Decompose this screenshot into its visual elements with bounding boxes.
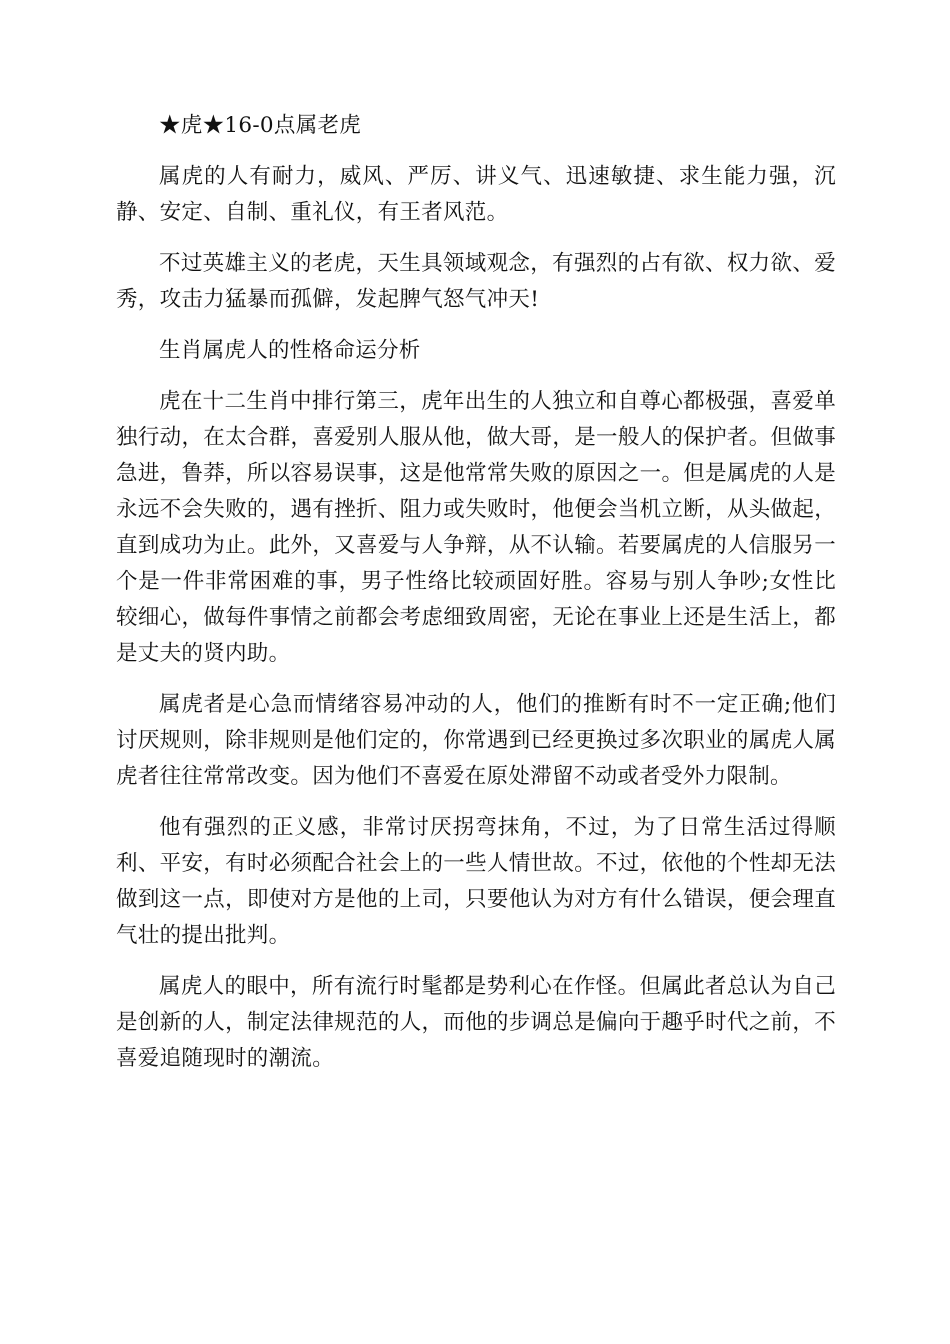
paragraph-traits: 属虎的人有耐力，威风、严厉、讲义气、迅速敏捷、求生能力强，沉静、安定、自制、重礼仪，有王者风范。: [116, 164, 836, 225]
section-title-analysis: 生肖属虎人的性格命运分析: [159, 338, 421, 363]
paragraph-justice: 他有强烈的正义感，非常讨厌拐弯抹角，不过，为了日常生活过得顺利、平安，有时必须配合社会上的一些人情世故。不过，依他的个性却无法做到这一点，即使对方是他的上司，只要他认为对方有什么错误，便会理直气壮的提出批判。: [116, 815, 836, 948]
paragraph-impulsive: 属虎者是心急而情绪容易冲动的人，他们的推断有时不一定正确;他们讨厌规则，除非规则是他们定的，你常遇到已经更换过多次职业的属虎人属虎者往往常常改变。因为他们不喜爱在原处滞留不动或者受外力限制。: [116, 692, 836, 789]
paragraph-heroism: 不过英雄主义的老虎，天生具领域观念，有强烈的占有欲、权力欲、爱秀，攻击力猛暴而孤僻，发起脾气怒气冲天!: [116, 251, 836, 312]
section-title-tiger: ★虎★16-0点属老虎: [159, 113, 362, 138]
paragraph-fashion: 属虎人的眼中，所有流行时髦都是势利心在作怪。但属此者总认为自己是创新的人，制定法律规范的人，而他的步调总是偏向于趣乎时代之前，不喜爱追随现时的潮流。: [116, 974, 836, 1071]
document-body: [116, 108, 836, 1092]
paragraph-ranking: 虎在十二生肖中排行第三，虎年出生的人独立和自尊心都极强，喜爱单独行动，在太合群，喜爱别人服从他，做大哥，是一般人的保护者。但做事急进，鲁莽，所以容易误事，这是他常常失败的原因之一。但是属虎的人是永远不会失败的，遇有挫折、阻力或失败时，他便会当机立断，从头做起，直到成功为止。此外，又喜爱与人争辩，从不认输。若要属虎的人信服另一个是一件非常困难的事，男子性络比较顽固好胜。容易与别人争吵;女性比较细心，做每件事情之前都会考虑细致周密，无论在事业上还是生活上，都是丈夫的贤内助。: [116, 389, 836, 666]
